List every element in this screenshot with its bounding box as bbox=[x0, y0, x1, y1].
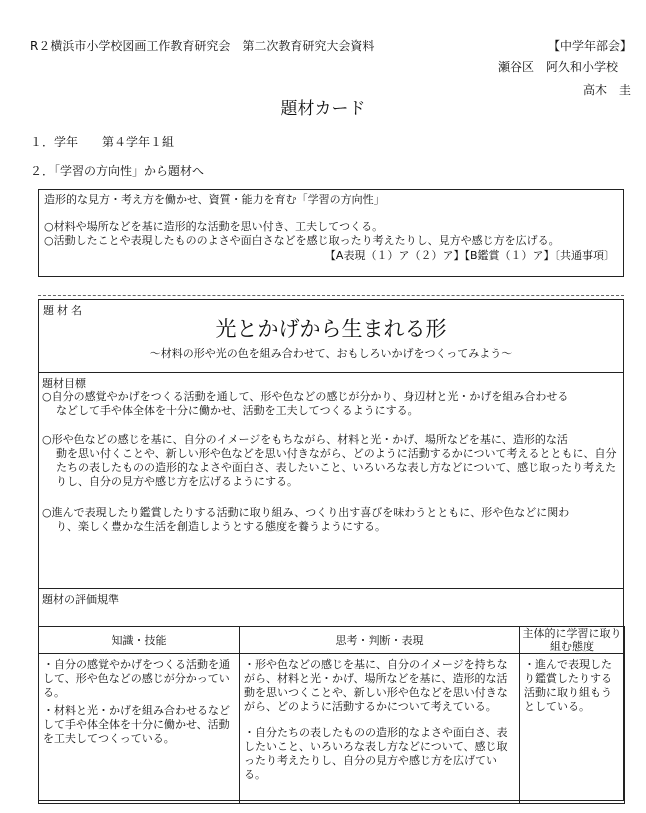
theme-title: 光とかげから生まれる形 bbox=[215, 317, 447, 341]
goal-item: ○形や色などの感じを基に、自分のイメージをもちながら、材料と光・かげ、場所などを基に、造形的な活 動を思い付くことや、新しい形や色などを思い付きながら、どのように活動するかについて考えるとともに、自分たちの表したものの造形的なよさや面白さ、表したいこと、いろいろな表し方などについて、感じ取ったり考えたりし、自分の見方や感じ方を広げるようにする。 bbox=[42, 433, 617, 488]
section-heading: ２．「学習の方向性」から題材へ bbox=[30, 164, 205, 178]
criteria-item: ・自分の感覚やかげをつくる活動を通して、形や色などの感じが分かっている。 bbox=[43, 658, 230, 699]
thinking-criteria bbox=[240, 654, 520, 804]
criteria-item: ・材料と光・かげを組み合わせるなどして手や体全体を十分に働かせ、活動を工夫してつくっている。 bbox=[43, 704, 230, 745]
criteria-item: ・自分たちの表したものの造形的なよさや面白さ、表したいこと、いろいろな表し方などについて、感じ取ったり考えたりし、自分の見方や感じ方を広げている。 bbox=[244, 726, 508, 781]
theme-card bbox=[38, 299, 624, 801]
document-header: R２横浜市小学校図画工作教育研究会 第二次教育研究大会資料 bbox=[30, 39, 375, 53]
column-header: 思考・判断・表現 bbox=[240, 627, 520, 654]
goal-item: ○進んで表現したり鑑賞したりする活動に取り組み、つくり出す喜びを味わうとともに、形や色などに関わ り、楽しく豊かな生活を創造しようとする態度を養うようにする。 bbox=[42, 506, 570, 533]
evaluation-label: 題材の評価規準 bbox=[42, 593, 119, 606]
knowledge-criteria bbox=[39, 654, 240, 804]
divider bbox=[39, 372, 623, 373]
column-header: 主体的に学習に取り組む態度 bbox=[520, 627, 625, 654]
goals-label: 題材目標 bbox=[42, 377, 86, 390]
goal-item: ○自分の感覚やかげをつくる活動を通して、形や色などの感じが分かり、身辺材と光・かげを組み合わせる などして手や体全体を十分に働かせ、活動を工夫してつくるようにする。 bbox=[42, 390, 569, 417]
page-title: 題材カード bbox=[280, 99, 366, 119]
theme-label: 題材名 bbox=[43, 304, 85, 317]
author-name: 高木 圭 bbox=[583, 83, 632, 97]
curriculum-reference: 【A表現（１）ア（２）ア】【B鑑賞（１）ア】〔共通事項〕 bbox=[324, 249, 615, 262]
attitude-criteria bbox=[520, 654, 625, 804]
school-name: 瀬谷区 阿久和小学校 bbox=[498, 60, 619, 74]
grade-line: １．学年 第４学年１組 bbox=[30, 135, 175, 149]
divider bbox=[38, 295, 624, 296]
theme-subtitle: ～材料の形や光の色を組み合わせて、おもしろいかげをつくってみよう～ bbox=[149, 347, 513, 360]
direction-heading: 造形的な見方・考え方を働かせ、資質・能力を育む「学習の方向性」 bbox=[44, 193, 385, 206]
criteria-item: ・進んで表現したり鑑賞したりする活動に取り組もうとしている。 bbox=[524, 658, 612, 713]
criteria-item: ・形や色などの感じを基に、自分のイメージを持ちながら、材料と光・かげ、場所などを基に、造形的な活動を思いつくことや、新しい形や色などを思い付きながら、どのように活動するかについて考えている。 bbox=[244, 658, 508, 713]
direction-line: ○材料や場所などを基に造形的な活動を思い付き、工夫してつくる。 bbox=[44, 220, 384, 233]
divider bbox=[39, 588, 623, 589]
direction-box bbox=[38, 189, 624, 277]
column-header: 知識・技能 bbox=[39, 627, 240, 654]
division-label: 【中学年部会】 bbox=[548, 39, 633, 53]
direction-line: ○活動したことや表現したもののよさや面白さなどを感じ取ったり考えたりし、見方や感じ方を広げる。 bbox=[44, 234, 560, 247]
evaluation-table bbox=[38, 626, 625, 804]
